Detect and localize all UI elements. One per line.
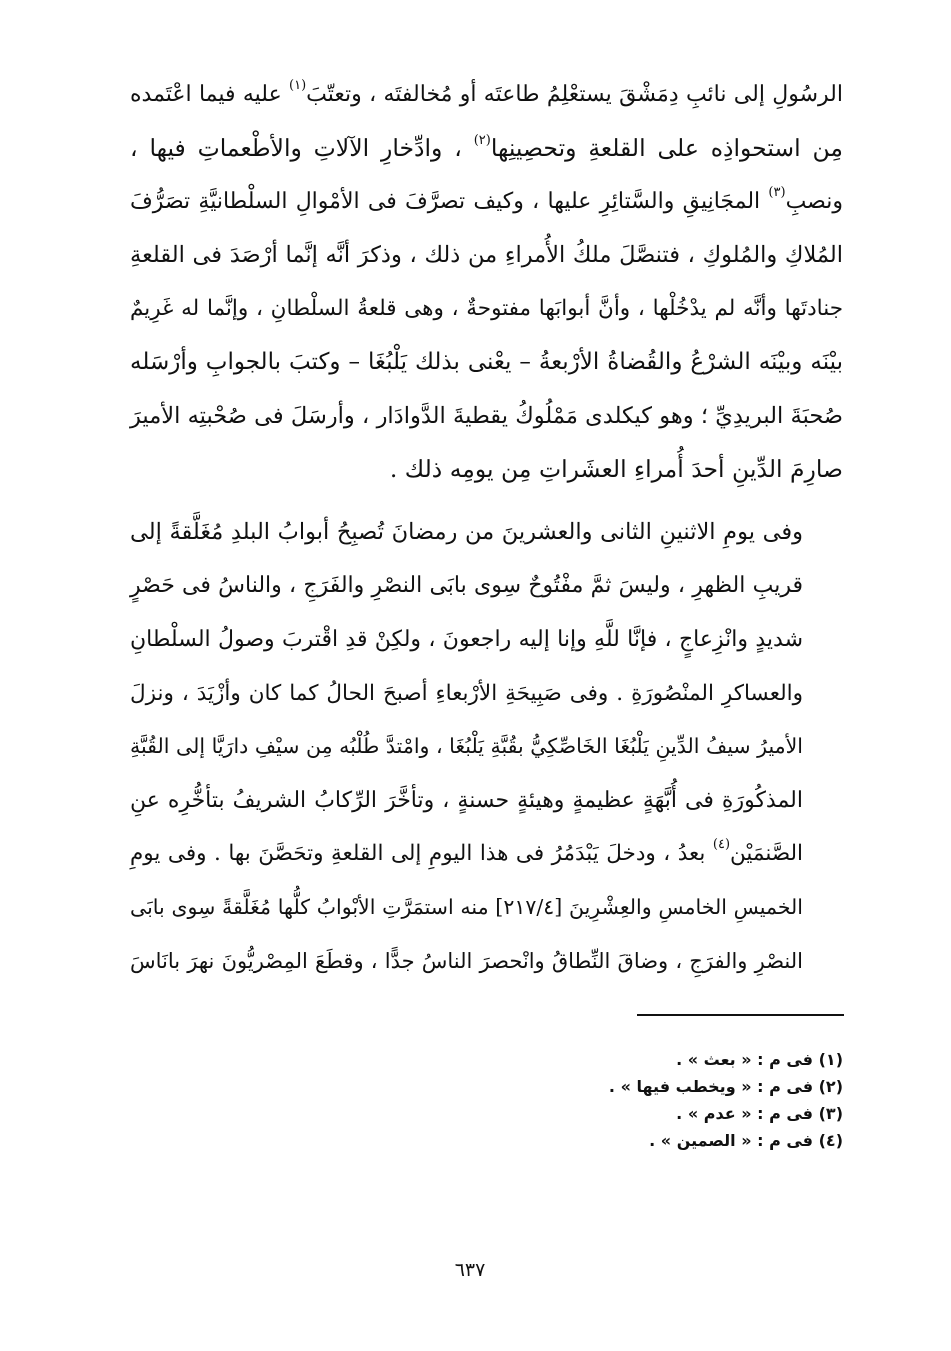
text-line: قريبِ الظهرِ ، وليسَ ثمَّ مفْتُوحٌ سِوى بابَى النصْرِ والفَرَجِ ، والناسُ فى حَصْرٍ	[130, 573, 803, 599]
text-line: جنادتَها وأنَّه لم يدْخُلْها ، وأنَّ أبوابَها مفتوحةٌ ، وهى قلعةُ السلْطانِ ، وإنَّما له غَرِيمٌ	[130, 296, 843, 322]
text-segment: المجَانِيقِ والسَّتائِرِ عليها ، وكيف تصرَّفَ فى الأمْوالِ السلْطانيَّةِ تصَرُّفَ	[130, 189, 761, 215]
page-number: ٦٣٧	[454, 1259, 486, 1281]
text-line	[130, 827, 843, 881]
footnote-ref-4: (٤)	[712, 837, 731, 853]
text-line: وفى يومِ الاثنينِ الثانى والعشرينَ من رمضانَ تُصبِحُ أبوابُ البلدِ مُغَلَّقةً إلى	[130, 518, 803, 545]
footnote-ref-3: (٣)	[768, 185, 786, 201]
main-text	[130, 68, 843, 988]
text-line	[130, 122, 843, 176]
text-line	[130, 175, 843, 229]
footnote-4: (٤) فى م : « الصمين » .	[649, 1131, 843, 1150]
paragraph-2	[130, 506, 843, 988]
text-segment: ونصبِ	[785, 189, 843, 215]
text-line: صُحبَةَ البريدِيِّ ؛ وهو كيكلدى مَمْلُوكُ يقطيةَ الدَّوادَار ، وأرسَلَ فى صُحْبتِه الأميرَ	[130, 402, 843, 429]
text-line: المُلاكِ والمُلوكِ ، فتنصَّلَ ملكُ الأُمراءِ من ذلك ، وذكرَ أنَّه إنَّما أرْصَدَ فى القلعةِ	[130, 241, 843, 268]
text-line: بيْنَه وبيْنَه الشرْعُ والقُضاةُ الأرْبعةُ – يعْنى بذلك يَلْبُغَا – وكتبَ بالجوابِ وأرْسَله	[130, 348, 843, 375]
footnote-1: (١) فى م : « بعث » .	[676, 1050, 843, 1069]
paragraph-1	[130, 68, 843, 497]
text-line	[130, 68, 843, 122]
text-segment: الصَّنمَيْن	[730, 841, 803, 867]
text-segment: الرسُولِ إلى نائبِ دِمَشْقَ يستعْلِمُ طاعتَه أو مُخالفتَه ، وتعتّبَ	[306, 82, 843, 107]
text-line: المذكُورَةِ فى أُبَّهَةٍ عظيمةٍ وهيئةٍ حسنةٍ ، وتأخَّرَ الرِّكابُ الشريفُ بتأخُّرِه عنِ	[130, 787, 803, 813]
text-line: الخميسِ الخامسِ والعِشْرِينَ [٢١٧/٤] منه استمَرَّتِ الأبْوابُ كلُّها مُغَلَّقةً سِوى بابَى	[130, 894, 803, 919]
footnotes	[450, 1046, 843, 1154]
text-segment: بعدُ ، ودخلَ يَبْدَمُرُ فى هذا اليومِ إلى القلعةِ وتحَصَّنَ بها . وفى يومِ	[130, 841, 706, 867]
text-line: شديدٍ وانْزِعاجٍ ، فإنَّا للَّهِ وإنا إليه راجعونَ ، ولكِنْ قدِ اقْتربَ وصولُ السلْطانِ	[130, 626, 803, 652]
footnote-separator	[637, 1014, 844, 1016]
footnote-3: (٣) فى م : « عدم » .	[676, 1104, 843, 1123]
footnote-2: (٢) فى م : « ويخطب فيها » .	[608, 1077, 843, 1096]
text-line: الأميرُ سيفُ الدِّينِ يَلْبُغَا الخَاصِّكِيُّ بقُبَّةِ يَلْبُغَا ، وامْتدَّ طُلْبُه مِن سيْفِ دارَيَّا إلى القُبَّةِ	[130, 734, 803, 759]
text-segment: مِن استحواذِه على القلعةِ وتحصِينِها	[490, 133, 843, 162]
text-segment: ، وادِّخارِ الآلاتِ والأطْعماتِ فيها ،	[130, 133, 462, 162]
text-line: النصْرِ والفرَجِ ، وضاقَ النِّطاقُ وانْحصرَ الناسُ جدًّا ، وقطَعَ المِصْريُّونَ نهرَ بانَاسَ	[130, 948, 803, 973]
text-line: صارِمَ الدِّينِ أحدَ أُمراءِ العشَراتِ مِن يومِه ذلك .	[389, 455, 843, 484]
text-line: والعساكرِ المنْصُورَةِ . وفى صَبِيحَةِ الأرْبعاءِ أصبحَ الحالُ كما كان وأزْيَدَ ، ونزلَ	[130, 680, 803, 706]
footnote-ref-2: (٢)	[473, 132, 491, 148]
text-segment: عليه فيما اعْتَمده	[130, 82, 282, 107]
footnote-ref-1: (١)	[289, 78, 307, 93]
